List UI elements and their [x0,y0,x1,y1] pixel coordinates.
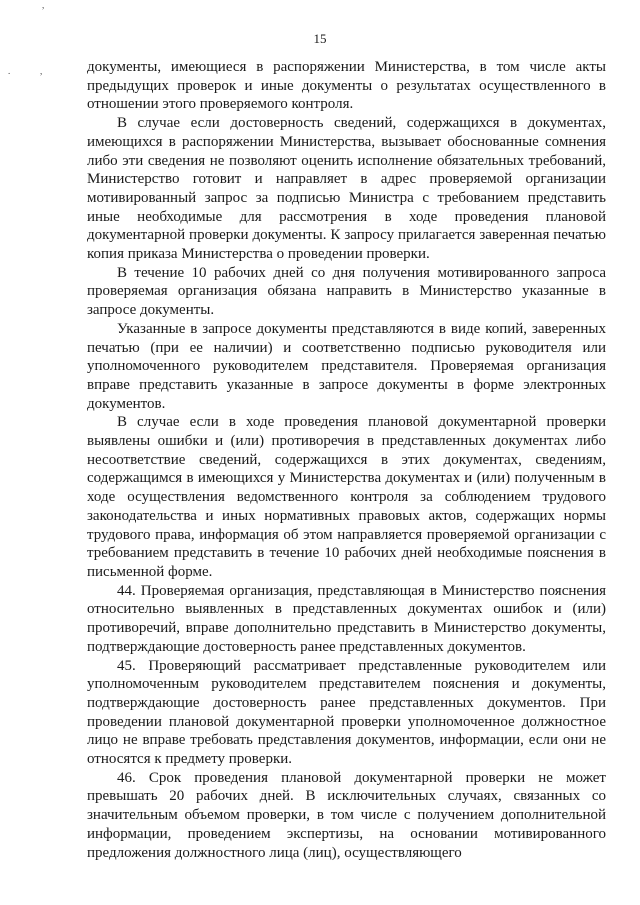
paragraph: В случае если достоверность сведений, содержащихся в документах, имеющихся в распоряжении Министерства, вызывает обоснованные сомнения либо эти сведения не позволяют оценить исполнение обязательных требований, Министерство готовит и направляет в адрес проверяемой организации мотивированный запрос за подписью Министра с требованием представить иные необходимые для рассмотрения в ходе проведения плановой документарной проверки документы. К запросу прилагается заверенная печатью копия приказа Министерства о проведении проверки. [87,115,606,263]
paragraph: Указанные в запросе документы представляются в виде копий, заверенных печатью (при ее наличии) и соответственно подписью руководителя или уполномоченного руководителем представителя. Проверяемая организация вправе представить указанные в запросе документы в форме электронных документов. [87,320,606,412]
page-number: 15 [313,31,327,46]
scan-mark: . [8,66,11,76]
paragraph: документы, имеющиеся в распоряжении Министерства, в том числе акты предыдущих проверок и иные документы о результатах осуществленного в отношении этого проверяемого контроля. [87,59,606,113]
paragraph: В течение 10 рабочих дней со дня получения мотивированного запроса проверяемая организация обязана направить в Министерство указанные в запросе документы. [87,264,606,319]
scan-mark: , [42,0,45,10]
document-body [87,58,606,862]
scan-mark: , [40,66,43,76]
paragraph-item-46: 46. Срок проведения плановой документарной проверки не может превышать 20 рабочих дней. В исключительных случаях, связанных со значительным объемом проверки, в том числе с получением дополнительной информации, проведением экспертизы, на основании мотивированного предложения должностного лица (лиц), осуществляющего [87,769,606,861]
paragraph: В случае если в ходе проведения плановой документарной проверки выявлены ошибки и (или) противоречия в представленных документах либо несоответствие сведений, содержащихся в этих документах, сведениям, содержащимся в имеющихся у Министерства документах и (или) полученным в ходе осуществления ведомственного контроля за соблюдением трудового законодательства и иных нормативных правовых актов, содержащих нормы трудового права, информация об этом направляется проверяемой организации с требованием представить в течение 10 рабочих дней необходимые пояснения в письменной форме. [87,414,606,580]
paragraph-item-45: 45. Проверяющий рассматривает представленные руководителем или уполномоченным руководителем представителем пояснения и документы, подтверждающие достоверность ранее представленных документов. При проведении плановой документарной проверки уполномоченное должностное лицо не вправе требовать представления документов, информации, если они не относятся к предмету проверки. [87,657,606,768]
paragraph-item-44: 44. Проверяемая организация, представляющая в Министерство пояснения относительно выявленных в представленных документах ошибок и (или) противоречий, вправе дополнительно представить в Министерство документы, подтверждающие достоверность ранее представленных документов. [87,582,606,655]
